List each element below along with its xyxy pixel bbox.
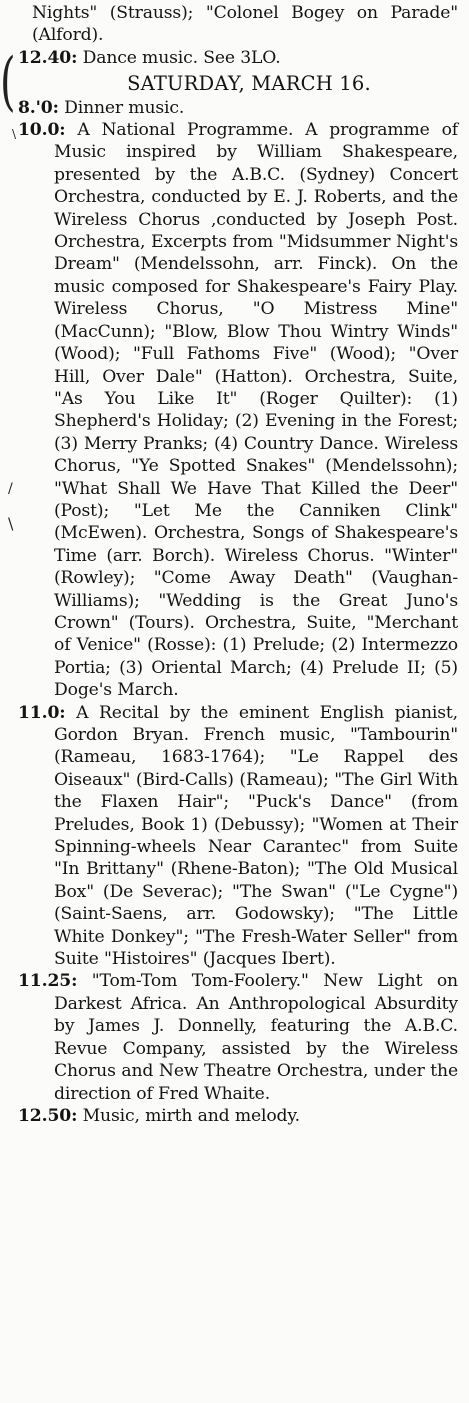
entry-text: Music, mirth and melody. [82, 1105, 300, 1126]
program-entry-1100 [18, 702, 458, 971]
entry-time: 11.0: [18, 702, 66, 723]
entry-time: 10.0: [18, 120, 66, 141]
margin-tick-mark-2: / [8, 481, 13, 497]
entry-text: Dance music. See 3LO. [82, 47, 281, 68]
program-entry-0800 [18, 97, 458, 119]
program-entry-1240 [18, 47, 458, 69]
margin-tick-mark-3: \ [8, 514, 14, 533]
entry-time: 12.40: [18, 47, 78, 68]
carryover-text: Nights" (Strauss); "Colonel Bogey on Parade" (Alford). [32, 3, 458, 46]
program-entry-1250 [18, 1105, 458, 1127]
entry-time: 8.'0: [18, 97, 59, 118]
program-entry-1125 [18, 970, 458, 1104]
margin-tick-mark: \ [12, 127, 17, 141]
entry-time: 11.25: [18, 971, 78, 992]
program-column [18, 2, 458, 1127]
entry-text: A National Programme. A programme of Music inspired by William Shakespeare, presented by the A.B.C. (Sydney) Concert Orchestra, conducted by E. J. Roberts, and the Wireless Chorus ,conducted by Joseph Post. Orchestra, Excerpts from "Midsummer Night's Dream" (Mendelssohn, arr. Finck). On the music composed for Shakespeare's Fairy Play. Wireless Chorus, "O Mistress Mine" (MacCunn); "Blow, Blow Thou Wintry Winds" (Wood); "Full Fathoms Five" (Wood); "Over Hill, Over Dale" (Hatton). Orchestra, Suite, "As You Like It" (Roger Quilter): (1) Shepherd's Holiday; (2) Evening in the Forest; (3) Merry Pranks; (4) Country Dance. Wireless Chorus, "Ye Spotted Snakes" (Mendelssohn); "What Shall We Have That Killed the Deer" (Post); "Let Me the Canniken Clink" (McEwen). Orchestra, Songs of Shakespeare's Time (arr. Borch). Wireless Chorus. "Winter" (Rowley); "Come Away Death" (Vaughan-Williams); "Wedding is the Great Juno's Crown" (Tours). Orchestra, Suite, "Merchant of Venice" (Rosse): (1) Prelude; (2) Intermezzo Portia; (3) Oriental March; (4) Prelude II; (5) Doge's March. [54, 120, 458, 701]
day-heading: SATURDAY, MARCH 16. [127, 72, 371, 96]
entry-text: "Tom-Tom Tom-Foolery." New Light on Darkest Africa. An Anthropological Absurdity by James J. Donnelly, featuring the A.B.C. Revue Company, assisted by the Wireless Chorus and New Theatre Orchestra, under the direction of Fred Whaite. [54, 971, 458, 1104]
margin-brace-mark: ( [0, 45, 16, 119]
entry-text: A Recital by the eminent English pianist, Gordon Bryan. French music, "Tambourin" (Rameau, 1683-1764); "Le Rappel des Oiseaux" (Bird-Calls) (Rameau); "The Girl With the Flaxen Hair"; "Puck's Dance" (from Preludes, Book 1) (Debussy); "Women at Their Spinning-wheels Near Carantec" from Suite "In Brittany" (Rhene-Baton); "The Old Musical Box" (De Severac); "The Swan" ("Le Cygne") (Saint-Saens, arr. Godowsky); "The Little White Donkey"; "The Fresh-Water Seller" from Suite "Histoires" (Jacques Ibert). [54, 702, 458, 970]
entry-time: 12.50: [18, 1105, 78, 1126]
program-entry-1000 [18, 119, 458, 702]
entry-text: Dinner music. [64, 97, 185, 118]
